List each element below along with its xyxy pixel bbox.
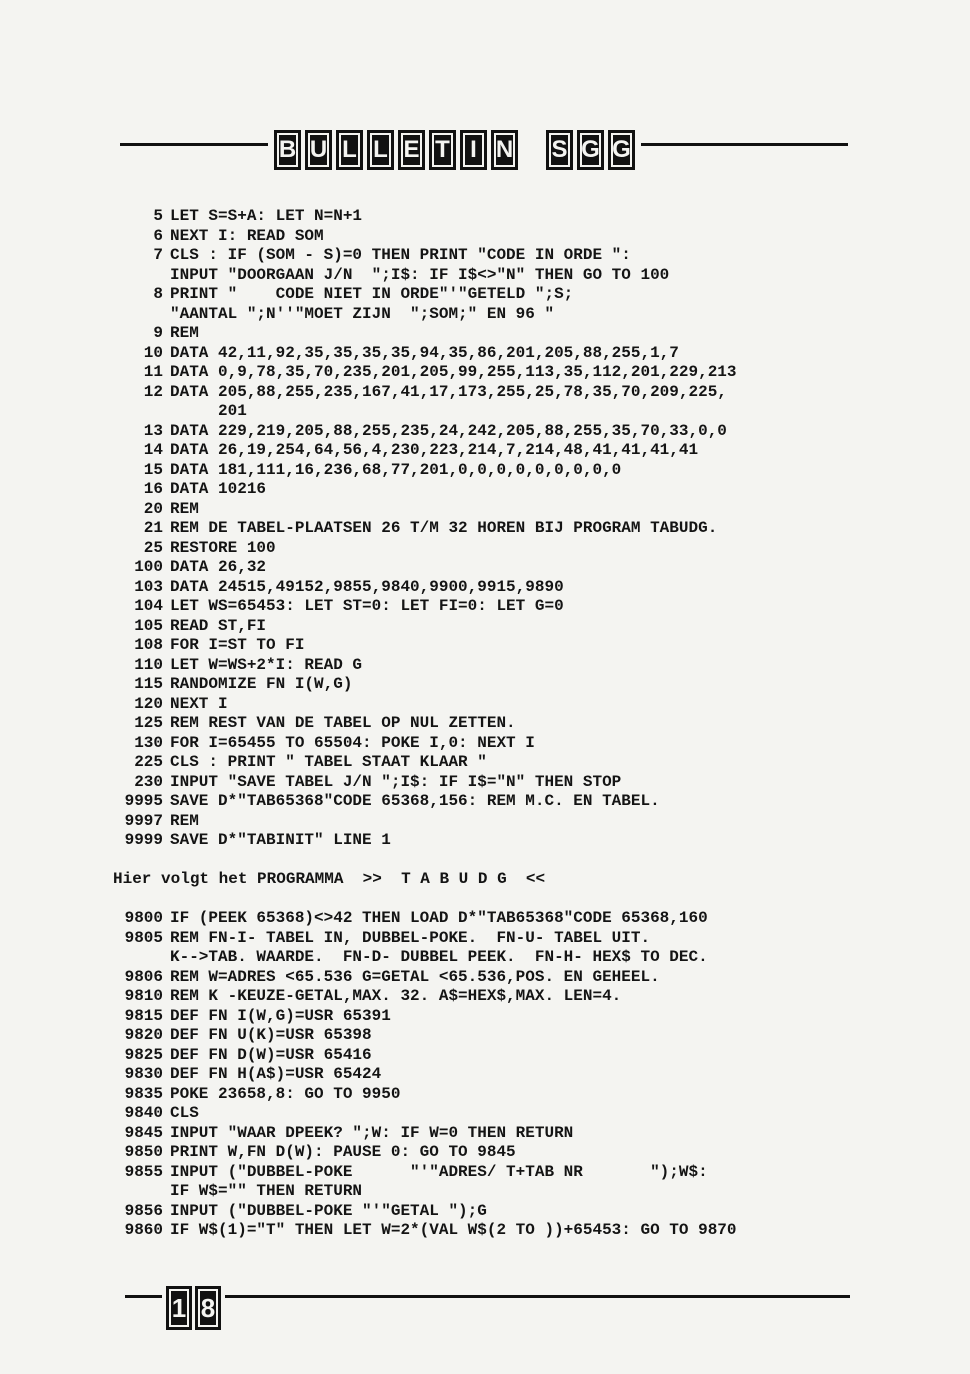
line-number: 5	[153, 207, 163, 225]
line-number: 130	[134, 733, 163, 752]
code-line	[113, 344, 873, 364]
code-line	[113, 1085, 873, 1105]
code-line	[113, 519, 873, 539]
program-intro	[113, 870, 873, 890]
bulletin-banner	[268, 130, 641, 170]
page-number-digit: 8	[195, 1286, 221, 1330]
banner-letter: I	[460, 130, 487, 170]
line-code: DATA 26,32	[170, 558, 267, 576]
line-code: POKE 23658,8: GO TO 9950	[170, 1084, 401, 1103]
line-number: 9805	[124, 928, 163, 947]
code-line	[113, 695, 873, 715]
code-line	[113, 636, 873, 656]
banner-letter: B	[274, 130, 301, 170]
banner-letter: L	[336, 130, 363, 170]
code-line	[113, 480, 873, 500]
code-line	[113, 968, 873, 988]
line-code: INPUT "DOORGAAN J/N ";I$: IF I$<>"N" THEN GO TO 100	[170, 265, 670, 284]
intro-prefix: Hier volgt het	[113, 870, 258, 888]
banner-letter: N	[491, 130, 518, 170]
line-code: PRINT " CODE NIET IN ORDE"'"GETELD ";S;	[170, 285, 574, 303]
line-code: NEXT I	[170, 694, 228, 713]
line-code: "AANTAL ";N''"MOET ZIJN ";SOM;" EN 96 "	[170, 304, 555, 323]
banner-letter: G	[608, 130, 635, 170]
line-number: 9835	[124, 1084, 163, 1103]
line-number	[113, 266, 170, 286]
code-line	[113, 305, 873, 325]
line-number: 9845	[124, 1123, 163, 1142]
line-number	[113, 1182, 170, 1202]
line-code: DATA 10216	[170, 480, 267, 498]
code-line	[113, 948, 873, 968]
intro-program-name: >> T A B U D G <<	[343, 870, 546, 888]
code-line	[113, 714, 873, 734]
line-number: 9997	[124, 811, 163, 830]
line-number: 9860	[124, 1221, 163, 1239]
line-code: INPUT ("DUBBEL-POKE "'"ADRES/ T+TAB NR ");W$:	[170, 1162, 708, 1181]
code-line	[113, 1202, 873, 1222]
page-number-digit: 1	[166, 1286, 192, 1330]
line-code: SAVE D*"TAB65368"CODE 65368,156: REM M.C. EN TABEL.	[170, 792, 660, 810]
line-code: DEF FN U(K)=USR 65398	[170, 1026, 372, 1044]
code-line	[113, 987, 873, 1007]
line-number: 225	[134, 753, 163, 771]
code-line	[113, 578, 873, 598]
line-code: CLS : PRINT " TABEL STAAT KLAAR "	[170, 753, 487, 771]
line-number	[113, 402, 170, 422]
line-code: REM FN-I- TABEL IN, DUBBEL-POKE. FN-U- TABEL UIT.	[170, 928, 651, 947]
banner-letter: G	[577, 130, 604, 170]
line-number	[113, 948, 170, 968]
line-code: RANDOMIZE FN I(W,G)	[170, 675, 353, 693]
code-line	[113, 1182, 873, 1202]
line-number: 103	[134, 577, 163, 596]
line-code: REM	[170, 499, 199, 518]
line-code: DATA 229,219,205,88,255,235,24,242,205,88,255,35,70,33,0,0	[170, 421, 727, 440]
line-code: REM	[170, 811, 199, 830]
line-number: 21	[143, 519, 163, 537]
line-number: 9806	[124, 967, 163, 986]
code-line	[113, 383, 873, 403]
line-number: 108	[134, 636, 163, 654]
code-line	[113, 1065, 873, 1085]
line-number: 13	[143, 421, 163, 440]
line-number: 16	[143, 480, 163, 498]
line-number: 9856	[124, 1201, 163, 1220]
line-code: REM K -KEUZE-GETAL,MAX. 32. A$=HEX$,MAX. LEN=4.	[170, 987, 622, 1005]
code-line	[113, 1026, 873, 1046]
line-code: INPUT "WAAR DPEEK? ";W: IF W=0 THEN RETURN	[170, 1123, 574, 1142]
line-code: INPUT ("DUBBEL-POKE "'"GETAL ");G	[170, 1201, 487, 1220]
line-number: 115	[134, 675, 163, 693]
line-number: 7	[153, 246, 163, 264]
page-number	[162, 1286, 225, 1330]
line-code: LET W=WS+2*I: READ G	[170, 655, 363, 674]
line-number: 9855	[124, 1162, 163, 1181]
code-line	[113, 402, 873, 422]
line-code: FOR I=65455 TO 65504: POKE I,0: NEXT I	[170, 733, 535, 752]
code-line	[113, 207, 873, 227]
line-number: 110	[134, 655, 163, 674]
line-code: DATA 205,88,255,235,167,41,17,173,255,25,78,35,70,209,225,	[170, 382, 727, 401]
code-line	[113, 1124, 873, 1144]
code-line	[113, 285, 873, 305]
line-number: 9840	[124, 1104, 163, 1122]
banner-letter: T	[429, 130, 456, 170]
line-code: IF W$(1)="T" THEN LET W=2*(VAL W$(2 TO ))+65453: GO TO 9870	[170, 1221, 737, 1239]
line-number: 9	[153, 324, 163, 342]
code-line	[113, 1104, 873, 1124]
code-line	[113, 909, 873, 929]
line-code: RESTORE 100	[170, 538, 276, 557]
line-number: 10	[143, 343, 163, 362]
code-line	[113, 1007, 873, 1027]
code-line	[113, 246, 873, 266]
line-code: REM DE TABEL-PLAATSEN 26 T/M 32 HOREN BIJ PROGRAM TABUDG.	[170, 519, 718, 537]
listing-part-1	[113, 207, 873, 851]
line-number: 100	[134, 558, 163, 576]
code-line	[113, 831, 873, 851]
basic-listing	[113, 207, 873, 1241]
line-code: IF W$="" THEN RETURN	[170, 1182, 363, 1200]
line-code: DATA 26,19,254,64,56,4,230,223,214,7,214,48,41,41,41,41	[170, 441, 699, 459]
code-line	[113, 363, 873, 383]
line-number: 9810	[124, 987, 163, 1005]
line-code: CLS	[170, 1104, 199, 1122]
code-line	[113, 812, 873, 832]
line-number: 9820	[124, 1026, 163, 1044]
line-code: REM REST VAN DE TABEL OP NUL ZETTEN.	[170, 714, 516, 732]
line-code: DATA 181,111,16,236,68,77,201,0,0,0,0,0,0,0,0,0	[170, 460, 622, 479]
line-code: 201	[170, 402, 247, 420]
code-line	[113, 929, 873, 949]
line-code: DATA 24515,49152,9855,9840,9900,9915,9890	[170, 577, 564, 596]
banner-letter: U	[305, 130, 332, 170]
code-line	[113, 656, 873, 676]
banner-letter: S	[546, 130, 573, 170]
code-line	[113, 500, 873, 520]
line-number: 12	[143, 382, 163, 401]
code-line	[113, 617, 873, 637]
line-number: 14	[143, 441, 163, 459]
line-number: 105	[134, 616, 163, 635]
code-line	[113, 753, 873, 773]
listing-part-2	[113, 909, 873, 1241]
line-code: K-->TAB. WAARDE. FN-D- DUBBEL PEEK. FN-H- HEX$ TO DEC.	[170, 948, 708, 966]
line-code: PRINT W,FN D(W): PAUSE 0: GO TO 9845	[170, 1143, 516, 1161]
line-number: 9815	[124, 1006, 163, 1025]
code-line	[113, 1221, 873, 1241]
line-code: FOR I=ST TO FI	[170, 636, 305, 654]
line-number: 9830	[124, 1065, 163, 1083]
line-number: 230	[134, 772, 163, 791]
line-code: DEF FN I(W,G)=USR 65391	[170, 1006, 391, 1025]
code-line	[113, 266, 873, 286]
code-line	[113, 1143, 873, 1163]
code-line	[113, 539, 873, 559]
line-code: DATA 42,11,92,35,35,35,35,94,35,86,201,205,88,255,1,7	[170, 343, 679, 362]
line-code: LET S=S+A: LET N=N+1	[170, 207, 363, 225]
line-number: 9825	[124, 1045, 163, 1064]
line-number: 120	[134, 694, 163, 713]
line-code: DEF FN D(W)=USR 65416	[170, 1045, 372, 1064]
line-code: NEXT I: READ SOM	[170, 226, 324, 245]
code-line	[113, 441, 873, 461]
banner-letter: L	[367, 130, 394, 170]
line-code: IF (PEEK 65368)<>42 THEN LOAD D*"TAB65368"CODE 65368,160	[170, 909, 708, 927]
line-number: 25	[143, 538, 163, 557]
line-code: INPUT "SAVE TABEL J/N ";I$: IF I$="N" THEN STOP	[170, 772, 622, 791]
code-line	[113, 558, 873, 578]
line-number	[113, 305, 170, 325]
code-line	[113, 1046, 873, 1066]
code-line	[113, 792, 873, 812]
code-line	[113, 675, 873, 695]
line-number: 125	[134, 714, 163, 732]
code-line	[113, 422, 873, 442]
footer-rule	[125, 1295, 850, 1298]
intro-program-word: PROGRAMMA	[257, 870, 344, 888]
code-line	[113, 227, 873, 247]
line-code: REM	[170, 324, 199, 342]
line-number: 9999	[124, 831, 163, 849]
line-number: 9850	[124, 1143, 163, 1161]
line-code: CLS : IF (SOM - S)=0 THEN PRINT "CODE IN ORDE ":	[170, 246, 631, 264]
line-code: DEF FN H(A$)=USR 65424	[170, 1065, 382, 1083]
code-line	[113, 461, 873, 481]
code-line	[113, 597, 873, 617]
code-line	[113, 734, 873, 754]
line-code: REM W=ADRES <65.536 G=GETAL <65.536,POS. EN GEHEEL.	[170, 967, 660, 986]
code-line	[113, 773, 873, 793]
banner-letter: E	[398, 130, 425, 170]
code-line	[113, 324, 873, 344]
line-code: LET WS=65453: LET ST=0: LET FI=0: LET G=0	[170, 597, 564, 615]
line-number: 9995	[124, 792, 163, 810]
line-number: 104	[134, 597, 163, 615]
code-line	[113, 1163, 873, 1183]
line-number: 9800	[124, 909, 163, 927]
line-number: 11	[143, 363, 163, 381]
line-code: DATA 0,9,78,35,70,235,201,205,99,255,113,35,112,201,229,213	[170, 363, 737, 381]
line-code: SAVE D*"TABINIT" LINE 1	[170, 831, 391, 849]
line-number: 15	[143, 460, 163, 479]
line-number: 8	[153, 285, 163, 303]
line-number: 6	[153, 226, 163, 245]
line-number: 20	[143, 499, 163, 518]
line-code: READ ST,FI	[170, 616, 267, 635]
